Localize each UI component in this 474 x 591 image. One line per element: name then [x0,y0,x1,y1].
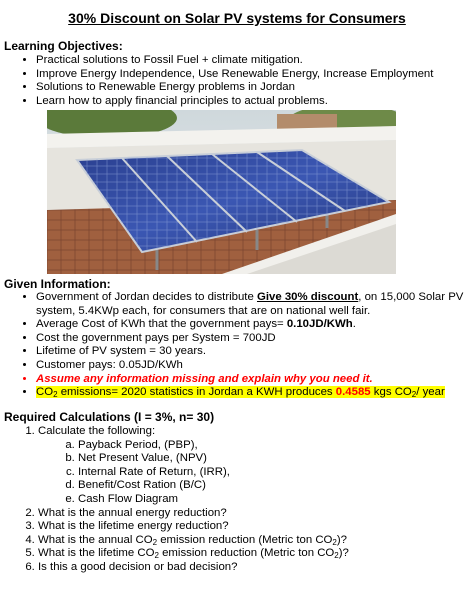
kwh-cost-emphasis: 0.10JD/KWh [286,318,353,331]
learning-objectives-list [22,54,466,108]
list-item [36,291,466,318]
list-item: 3. What is the lifetime energy reduction? [38,520,468,534]
list-item [36,318,466,332]
learning-objectives-heading: Learning Objectives: [4,39,123,53]
list-item: e. Cash Flow Diagram [78,493,468,507]
given-item-2-pre: Average Cost of KWh that the government pays= [36,318,287,331]
list-item: • Learn how to apply financial principles to actual problems. [36,95,466,109]
list-item: • Customer pays: 0.05JD/KWh [36,359,466,373]
required-calculations-heading: Required Calculations (I = 3%, n= 30) [4,410,215,424]
list-item: • Solutions to Renewable Energy problems in Jordan [36,81,466,95]
list-item: 5. What is the lifetime $CO_2$ emission reduction (Metric ton $CO_2$)? [38,547,468,561]
list-item: • Assume any information missing and explain why you need it. [36,373,466,387]
co2-value: 0.4585 [335,386,371,399]
discount-emphasis: Give 30% discount [256,291,359,303]
given-information-list [22,291,466,400]
list-item: • Practical solutions to Fossil Fuel + climate mitigation. [36,54,466,68]
list-item: • Cost the government pays per System = 700JD [36,332,466,346]
list-item: 4. What is the annual $CO_2$ emission reduction (Metric ton $CO_2$)? [38,534,468,548]
list-item: • Lifetime of PV system = 30 years. [36,345,466,359]
list-item: 1. Calculate the following: a. Payback Period, (PBP), b. Net Present Value, (NPV) c. Internal Rate of Return, (IRR), d. Benefit/Cost Ration (B/C) e. Cash Flow Diagram [38,425,468,507]
given-item-1-pre: Government of Jordan decides to distribute [36,291,257,303]
given-item-1-post: , on 15,000 Solar PV system, 5.4KWp each, for consumers that are on national well fair. [36,291,464,317]
list-item: d. Benefit/Cost Ration (B/C) [78,479,468,493]
required-calculations-list [22,425,468,575]
list-item [36,386,466,400]
list-item: c. Internal Rate of Return, (IRR), [78,466,468,480]
list-item: b. Net Present Value, (NPV) [78,452,468,466]
calculation-sub-list [38,439,468,507]
list-item: a. Payback Period, (PBP), [78,439,468,453]
solar-panel-photo [47,110,396,274]
given-item-2-post: . [352,318,356,331]
co2-statement: $CO_2$ emissions= 2020 statistics in Jordan a KWH produces 0.4585 kgs $CO_2/$ year [36,386,445,400]
list-item: 2. What is the annual energy reduction? [38,507,468,521]
given-information-heading: Given Information: [4,277,111,291]
document-title: 30% Discount on Solar PV systems for Consumers [68,10,406,26]
list-item: 6. Is this a good decision or bad decision? [38,561,468,575]
list-item: • Improve Energy Independence, Use Renewable Energy, Increase Employment [36,68,466,82]
